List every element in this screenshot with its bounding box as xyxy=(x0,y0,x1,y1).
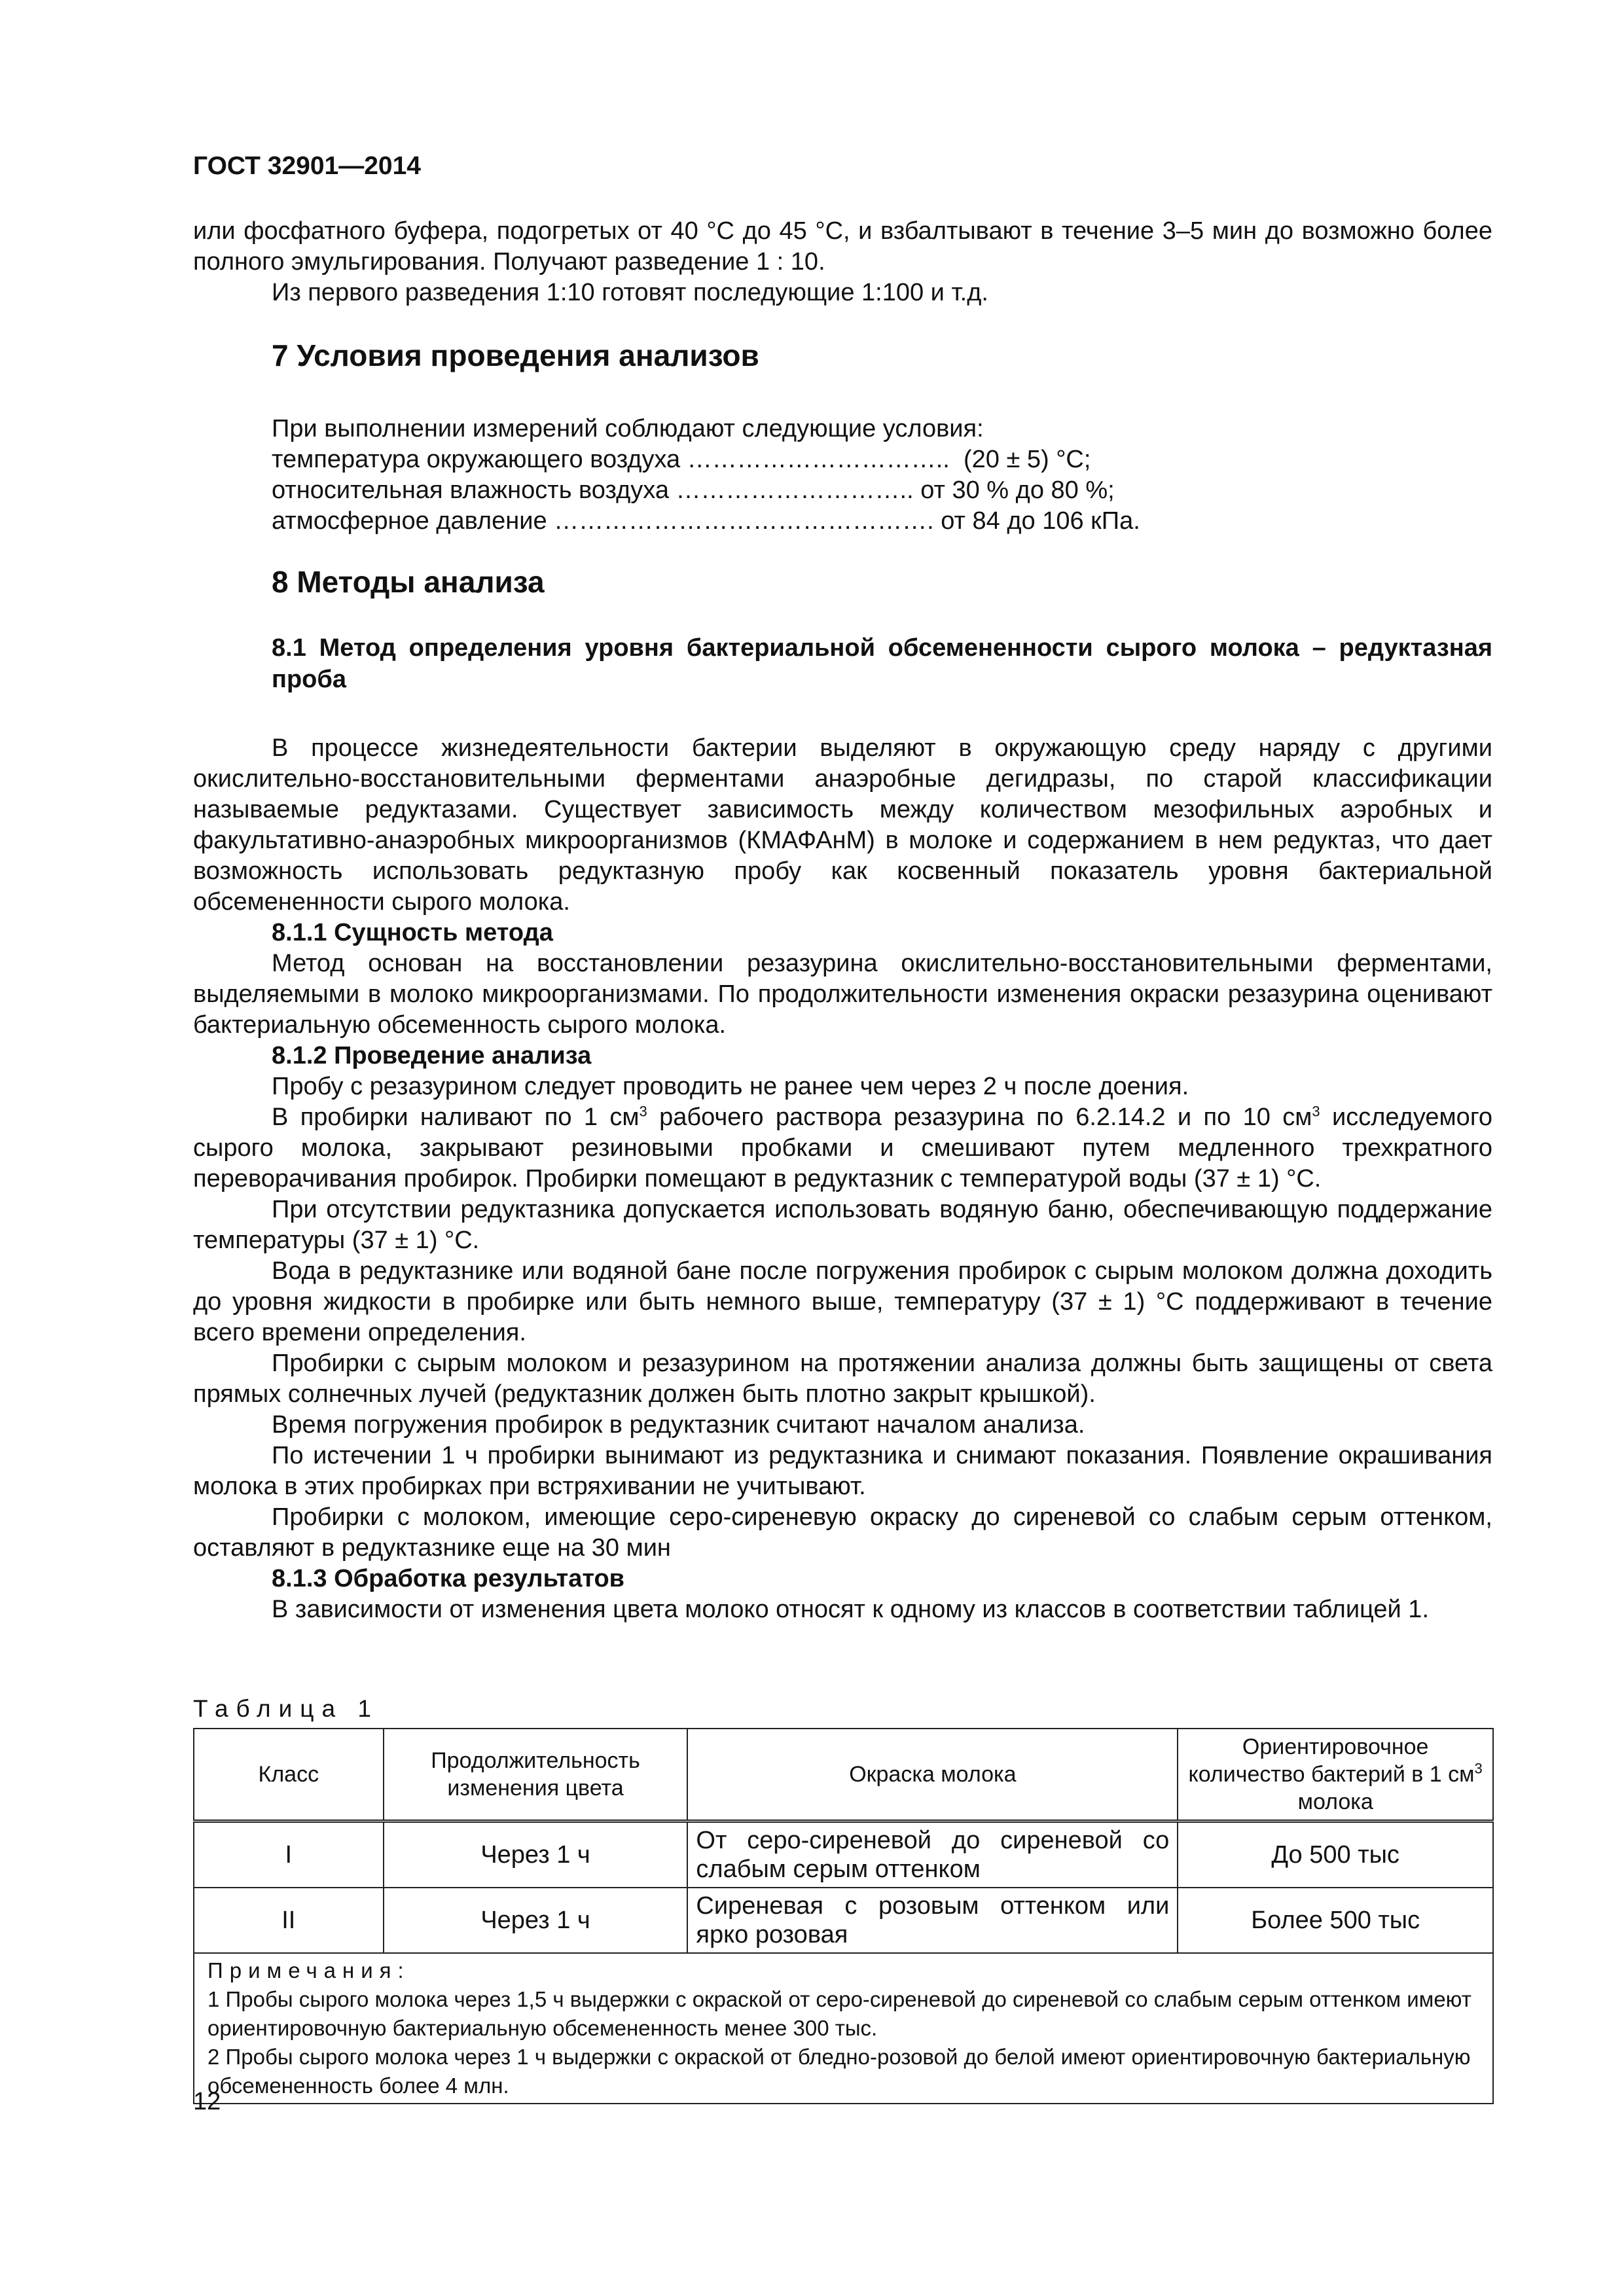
table-notes xyxy=(194,1953,1493,2104)
results-table xyxy=(193,1728,1494,2104)
intro-8-1-paragraph: В процессе жизнедеятельности бактерии выделяют в окружающую среду наряду с другими окислительно-восстановительными ферментами анаэробные дегидразы, по старой классификации называемые редуктазами. Существует зависимость между количеством мезофильных аэробных и факультативно-анаэробных микроорганизмов (КМАФАнМ) в молоке и содержанием в нем редуктаз, что дает возможность использовать редуктазную пробу как косвенный показатель уровня бактериальной обсемененности сырого молока. xyxy=(193,734,1492,916)
conditions-list xyxy=(193,414,1492,537)
cell-duration: Через 1 ч xyxy=(384,1821,688,1888)
cell-class: II xyxy=(194,1888,384,1953)
section-7 xyxy=(193,340,1492,371)
section-8-title: 8 Методы анализа xyxy=(272,565,545,599)
procedure-paragraph: Пробу с резазурином следует проводить не ранее чем через 2 ч после доения. xyxy=(272,1073,1189,1100)
section-8-1-3-title: 8.1.3 Обработка результатов xyxy=(272,1565,625,1592)
superscript: 3 xyxy=(639,1103,647,1120)
procedure-paragraph: По истечении 1 ч пробирки вынимают из редуктазника и снимают показания. Появление окрашивания молока в этих пробирках при встряхивании не учитывают. xyxy=(193,1442,1492,1500)
cell-color: От серо-сиреневой до сиреневой со слабым серым оттенком xyxy=(687,1821,1178,1888)
text-fragment: рабочего раствора резазурина по 6.2.14.2 и по 10 см xyxy=(647,1103,1312,1131)
header-text: молока xyxy=(1297,1789,1373,1814)
procedure-paragraph: Вода в редуктазнике или водяной бане после погружения пробирок с сырым молоком должна доходить до уровня жидкости в пробирке или быть немного выше, температуру (37 ± 1) °С поддерживают в течение всего времени определения. xyxy=(193,1257,1492,1346)
section-8-body xyxy=(193,733,1492,1625)
condition-item: относительная влажность воздуха ……………………….. от 30 % до 80 %; xyxy=(272,476,1115,504)
section-8 xyxy=(193,567,1492,598)
cell-class: I xyxy=(194,1821,384,1888)
superscript: 3 xyxy=(1312,1103,1320,1120)
section-8-1-2-title: 8.1.2 Проведение анализа xyxy=(272,1042,592,1069)
table-row xyxy=(194,1888,1493,1953)
procedure-paragraph: Пробирки с сырым молоком и резазурином на протяжении анализа должны быть защищены от света прямых солнечных лучей (редуктазник должен быть плотно закрыт крышкой). xyxy=(193,1350,1492,1408)
document-header: ГОСТ 32901—2014 xyxy=(193,152,421,180)
column-header-class: Класс xyxy=(194,1729,384,1821)
section-7-title: 7 Условия проведения анализов xyxy=(272,338,759,372)
note-item: 1 Пробы сырого молока через 1,5 ч выдержки с окраской от серо-сиреневой до сиреневой со слабым серым оттенком имеют ориентировочную бактериальную обсемененность менее 300 тыс. xyxy=(208,1987,1471,2040)
section-8-1-1-title: 8.1.1 Сущность метода xyxy=(272,919,553,946)
table-header-row xyxy=(194,1729,1493,1821)
notes-heading: Примечания: xyxy=(208,1958,410,1982)
table-caption: Таблица 1 xyxy=(193,1695,379,1722)
intro-block xyxy=(193,216,1492,308)
column-header-duration: Продолжительность изменения цвета xyxy=(384,1729,688,1821)
section-8-1 xyxy=(193,632,1492,695)
condition-item: температура окружающего воздуха ………………………….. (20 ± 5) °С; xyxy=(272,446,1091,473)
page-number: 12 xyxy=(193,2088,221,2115)
section-8-1-1-text: Метод основан на восстановлении резазурина окислительно-восстановительными ферментами, выделяемыми в молоко микроорганизмами. По продолжительности изменения окраски резазурина оценивают бактериальную обсеменность сырого молока. xyxy=(193,950,1492,1039)
cell-count: Более 500 тыс xyxy=(1178,1888,1493,1953)
procedure-paragraph xyxy=(193,1102,1492,1194)
intro-paragraph-2: Из первого разведения 1:10 готовят последующие 1:100 и т.д. xyxy=(272,279,988,306)
section-8-1-3-text: В зависимости от изменения цвета молоко относят к одному из классов в соответствии таблицей 1. xyxy=(272,1596,1430,1623)
procedure-paragraph: Время погружения пробирок в редуктазник считают началом анализа. xyxy=(272,1411,1085,1439)
header-text: Ориентировочное количество бактерий в 1 см xyxy=(1188,1734,1475,1787)
table-notes-row xyxy=(194,1953,1493,2104)
cell-count: До 500 тыс xyxy=(1178,1821,1493,1888)
condition-item: атмосферное давление ………………………………………. от 84 до 106 кПа. xyxy=(272,507,1140,535)
superscript: 3 xyxy=(1474,1760,1483,1777)
text-fragment: В пробирки наливают по 1 см xyxy=(272,1103,640,1131)
cell-duration: Через 1 ч xyxy=(384,1888,688,1953)
procedure-paragraph: При отсутствии редуктазника допускается использовать водяную баню, обеспечивающую поддержание температуры (37 ± 1) °С. xyxy=(193,1196,1492,1254)
section-7-body xyxy=(193,414,1492,537)
column-header-count xyxy=(1178,1729,1493,1821)
intro-paragraph: или фосфатного буфера, подогретых от 40 °С до 45 °С, и взбалтывают в течение 3–5 мин до возможно более полного эмульгирования. Получают разведение 1 : 10. xyxy=(193,217,1492,276)
table-row xyxy=(194,1821,1493,1888)
note-item: 2 Пробы сырого молока через 1 ч выдержки с окраской от бледно-розовой до белой имеют ориентировочную бактериальную обсемененность более 4 млн. xyxy=(208,2045,1471,2098)
section-8-1-title: 8.1 Метод определения уровня бактериальной обсемененности сырого молока – редуктазная проба xyxy=(272,634,1492,693)
conditions-lead: При выполнении измерений соблюдают следующие условия: xyxy=(272,415,984,442)
cell-color: Сиреневая с розовым оттенком или ярко розовая xyxy=(687,1888,1178,1953)
procedure-paragraph: Пробирки с молоком, имеющие серо-сиреневую окраску до сиреневой со слабым серым оттенком, оставляют в редуктазнике еще на 30 мин xyxy=(193,1503,1492,1562)
text-fragment: исследуемого сырого молока, закрывают резиновыми пробками и смешивают путем медленного трехкратного переворачивания пробирок. Пробирки помещают в редуктазник с температурой воды (37 ± 1) °С. xyxy=(193,1103,1492,1193)
column-header-color: Окраска молока xyxy=(687,1729,1178,1821)
